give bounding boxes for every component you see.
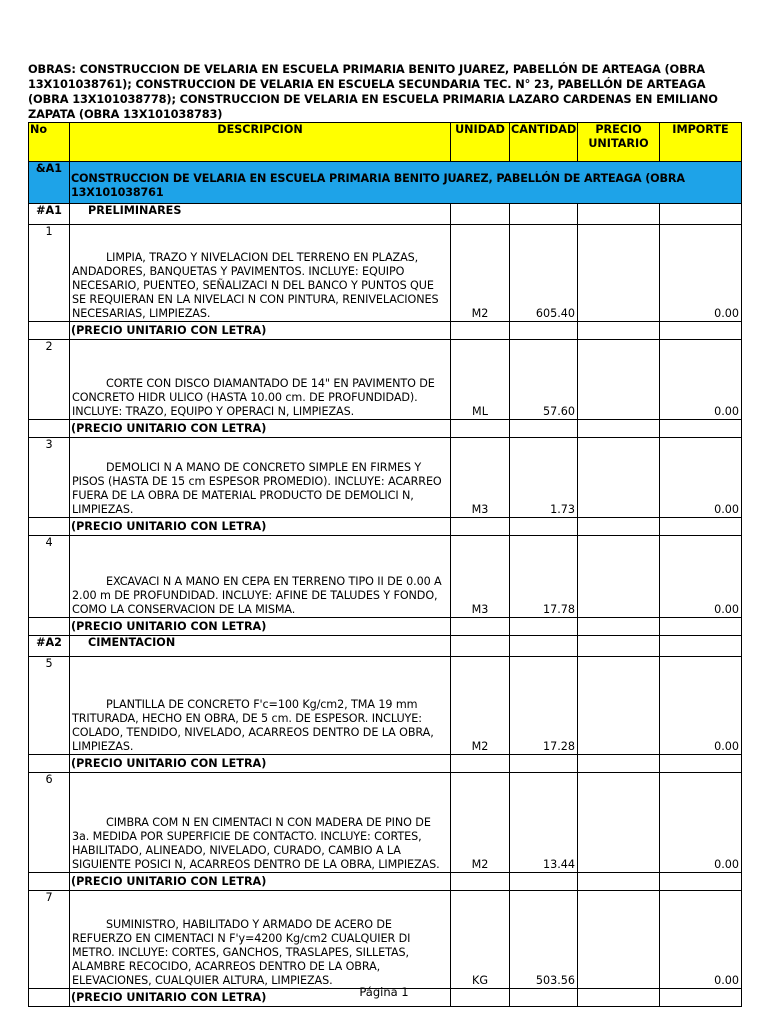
item-quantity: 13.44 bbox=[510, 773, 578, 873]
item-description-text: EXCAVACI N A MANO EN CEPA EN TERRENO TIPO II DE 0.00 A 2.00 m DE PROFUNDIDAD. INCLUYE: AFINE DE TALUDES Y FONDO, COMO LA CONSERVACION DE LA MISMA. bbox=[72, 575, 442, 616]
item-number: 1 bbox=[29, 225, 70, 322]
empty-cell bbox=[578, 322, 660, 340]
item-row bbox=[29, 891, 742, 989]
item-number: 6 bbox=[29, 773, 70, 873]
empty-cell bbox=[578, 755, 660, 773]
precio-letra-label: (PRECIO UNITARIO CON LETRA) bbox=[70, 989, 451, 1007]
item-quantity: 1.73 bbox=[510, 438, 578, 518]
item-row bbox=[29, 340, 742, 420]
precio-letra-row bbox=[29, 873, 742, 891]
item-row bbox=[29, 657, 742, 755]
precio-letra-label: (PRECIO UNITARIO CON LETRA) bbox=[70, 518, 451, 536]
item-row bbox=[29, 773, 742, 873]
item-unit: KG bbox=[451, 891, 510, 989]
section-row bbox=[29, 162, 742, 204]
obras-heading: OBRAS: CONSTRUCCION DE VELARIA EN ESCUELA PRIMARIA BENITO JUAREZ, PABELLÓN DE ARTEAGA (OBRA 13X101038761); CONSTRUCCION DE VELARIA EN ESCUELA SECUNDARIA TEC. N° 23, PABELLÓN DE ARTEAGA (OBRA 13X101038778); CONSTRUCCION DE VELARIA EN ESCUELA PRIMARIA LAZARO CARDENAS EN EMILIANO ZAPATA (OBRA 13X101038783) bbox=[28, 62, 718, 121]
empty-cell bbox=[578, 204, 660, 225]
empty-cell bbox=[660, 518, 742, 536]
item-description-text: LIMPIA, TRAZO Y NIVELACION DEL TERRENO EN PLAZAS, ANDADORES, BANQUETAS Y PAVIMENTOS. INCLUYE: EQUIPO NECESARIO, PUENTEO, SEÑALIZACI N DEL BANCO Y PUNTOS QUE SE REQUIERAN EN LA NIVELACI N CON PINTURA, RENIVELACIONES NECESARIAS, LIMPIEZAS. bbox=[72, 251, 439, 320]
empty-cell bbox=[578, 518, 660, 536]
precio-letra-row bbox=[29, 618, 742, 636]
precio-letra-row bbox=[29, 755, 742, 773]
group-row bbox=[29, 204, 742, 225]
group-row bbox=[29, 636, 742, 657]
precio-letra-label: (PRECIO UNITARIO CON LETRA) bbox=[70, 755, 451, 773]
precio-letra-label: (PRECIO UNITARIO CON LETRA) bbox=[70, 618, 451, 636]
item-amount: 0.00 bbox=[660, 438, 742, 518]
item-amount: 0.00 bbox=[660, 340, 742, 420]
header-no: No bbox=[29, 123, 70, 162]
item-quantity: 605.40 bbox=[510, 225, 578, 322]
item-number: 2 bbox=[29, 340, 70, 420]
empty-cell bbox=[578, 618, 660, 636]
item-description bbox=[70, 536, 451, 618]
item-amount: 0.00 bbox=[660, 536, 742, 618]
item-unit: M2 bbox=[451, 225, 510, 322]
item-unit-price bbox=[578, 773, 660, 873]
empty-cell bbox=[29, 618, 70, 636]
empty-cell bbox=[29, 322, 70, 340]
precio-letra-row bbox=[29, 420, 742, 438]
empty-cell bbox=[578, 420, 660, 438]
item-number: 3 bbox=[29, 438, 70, 518]
item-description bbox=[70, 891, 451, 989]
empty-cell bbox=[451, 204, 510, 225]
empty-cell bbox=[660, 204, 742, 225]
item-number: 7 bbox=[29, 891, 70, 989]
item-unit-price bbox=[578, 657, 660, 755]
item-description-text: SUMINISTRO, HABILITADO Y ARMADO DE ACERO DE REFUERZO EN CIMENTACI N F'y=4200 Kg/cm2 CUALQUIER DI METRO. INCLUYE: CORTES, GANCHOS, TRASLAPES, SILLETAS, ALAMBRE RECOCIDO, ACARREOS DENTRO DE LA OBRA, ELEVACIONES, CUALQUIER ALTURA, LIMPIEZAS. bbox=[72, 918, 411, 987]
precio-letra-row bbox=[29, 518, 742, 536]
section-title: CONSTRUCCION DE VELARIA EN ESCUELA PRIMARIA BENITO JUAREZ, PABELLÓN DE ARTEAGA (OBRA 13X101038761 bbox=[70, 162, 742, 204]
item-description bbox=[70, 225, 451, 322]
page-footer: Página 1 bbox=[359, 985, 409, 999]
item-unit-price bbox=[578, 438, 660, 518]
item-description-text: PLANTILLA DE CONCRETO F'c=100 Kg/cm2, TMA 19 mm TRITURADA, HECHO EN OBRA, DE 5 cm. DE ESPESOR. INCLUYE: COLADO, TENDIDO, NIVELADO, ACARREOS DENTRO DE LA OBRA, LIMPIEZAS. bbox=[72, 698, 434, 753]
empty-cell bbox=[510, 618, 578, 636]
empty-cell bbox=[510, 755, 578, 773]
empty-cell bbox=[510, 518, 578, 536]
empty-cell bbox=[451, 618, 510, 636]
item-description bbox=[70, 657, 451, 755]
empty-cell bbox=[451, 420, 510, 438]
header-descripcion: DESCRIPCION bbox=[70, 123, 451, 162]
item-unit-price bbox=[578, 340, 660, 420]
empty-cell bbox=[29, 518, 70, 536]
item-amount: 0.00 bbox=[660, 657, 742, 755]
item-quantity: 17.28 bbox=[510, 657, 578, 755]
empty-cell bbox=[451, 873, 510, 891]
group-code: #A1 bbox=[29, 204, 70, 225]
header-precio-unitario: PRECIO UNITARIO bbox=[578, 123, 660, 162]
empty-cell bbox=[451, 636, 510, 657]
group-code: #A2 bbox=[29, 636, 70, 657]
empty-cell bbox=[29, 873, 70, 891]
item-unit-price bbox=[578, 225, 660, 322]
precio-letra-label: (PRECIO UNITARIO CON LETRA) bbox=[70, 420, 451, 438]
group-name: PRELIMINARES bbox=[70, 204, 451, 225]
empty-cell bbox=[510, 322, 578, 340]
item-quantity: 57.60 bbox=[510, 340, 578, 420]
item-description-text: CIMBRA COM N EN CIMENTACI N CON MADERA DE PINO DE 3a. MEDIDA POR SUPERFICIE DE CONTACTO. INCLUYE: CORTES, HABILITADO, ALINEADO, NIVELADO, CURADO, CAMBIO A LA SIGUIENTE POSICI N, ACARREOS DENTRO DE LA OBRA, LIMPIEZAS. bbox=[72, 816, 440, 871]
item-description bbox=[70, 773, 451, 873]
budget-table bbox=[28, 122, 742, 1007]
item-amount: 0.00 bbox=[660, 225, 742, 322]
empty-cell bbox=[660, 420, 742, 438]
item-unit: M3 bbox=[451, 536, 510, 618]
item-description bbox=[70, 438, 451, 518]
empty-cell bbox=[451, 755, 510, 773]
empty-cell bbox=[510, 204, 578, 225]
header-importe: IMPORTE bbox=[660, 123, 742, 162]
item-description-text: DEMOLICI N A MANO DE CONCRETO SIMPLE EN FIRMES Y PISOS (HASTA DE 15 cm ESPESOR PROMEDIO). INCLUYE: ACARREO FUERA DE LA OBRA DE MATERIAL PRODUCTO DE DEMOLICI N, LIMPIEZAS. bbox=[72, 461, 442, 516]
precio-letra-row bbox=[29, 322, 742, 340]
empty-cell bbox=[660, 755, 742, 773]
empty-cell bbox=[29, 420, 70, 438]
item-number: 5 bbox=[29, 657, 70, 755]
item-row bbox=[29, 536, 742, 618]
item-unit: M2 bbox=[451, 657, 510, 755]
group-name: CIMENTACION bbox=[70, 636, 451, 657]
header-cantidad: CANTIDAD bbox=[510, 123, 578, 162]
item-unit: M3 bbox=[451, 438, 510, 518]
empty-cell bbox=[29, 755, 70, 773]
empty-cell bbox=[510, 636, 578, 657]
item-unit: M2 bbox=[451, 773, 510, 873]
empty-cell bbox=[510, 420, 578, 438]
item-quantity: 17.78 bbox=[510, 536, 578, 618]
table-header-row bbox=[29, 123, 742, 162]
empty-cell bbox=[660, 873, 742, 891]
empty-cell bbox=[660, 636, 742, 657]
empty-cell bbox=[578, 636, 660, 657]
item-amount: 0.00 bbox=[660, 773, 742, 873]
empty-cell bbox=[578, 873, 660, 891]
precio-letra-label: (PRECIO UNITARIO CON LETRA) bbox=[70, 322, 451, 340]
item-unit-price bbox=[578, 891, 660, 989]
empty-cell bbox=[510, 873, 578, 891]
empty-cell bbox=[451, 322, 510, 340]
item-description bbox=[70, 340, 451, 420]
empty-cell bbox=[451, 518, 510, 536]
item-row bbox=[29, 225, 742, 322]
precio-letra-label: (PRECIO UNITARIO CON LETRA) bbox=[70, 873, 451, 891]
item-number: 4 bbox=[29, 536, 70, 618]
item-row bbox=[29, 438, 742, 518]
item-unit-price bbox=[578, 536, 660, 618]
header-unidad: UNIDAD bbox=[451, 123, 510, 162]
empty-cell bbox=[660, 618, 742, 636]
item-description-text: CORTE CON DISCO DIAMANTADO DE 14" EN PAVIMENTO DE CONCRETO HIDR ULICO (HASTA 10.00 cm. DE PROFUNDIDAD). INCLUYE: TRAZO, EQUIPO Y OPERACI N, LIMPIEZAS. bbox=[72, 377, 435, 418]
section-code: &A1 bbox=[29, 162, 70, 204]
empty-cell bbox=[660, 322, 742, 340]
item-amount: 0.00 bbox=[660, 891, 742, 989]
item-unit: ML bbox=[451, 340, 510, 420]
item-quantity: 503.56 bbox=[510, 891, 578, 989]
